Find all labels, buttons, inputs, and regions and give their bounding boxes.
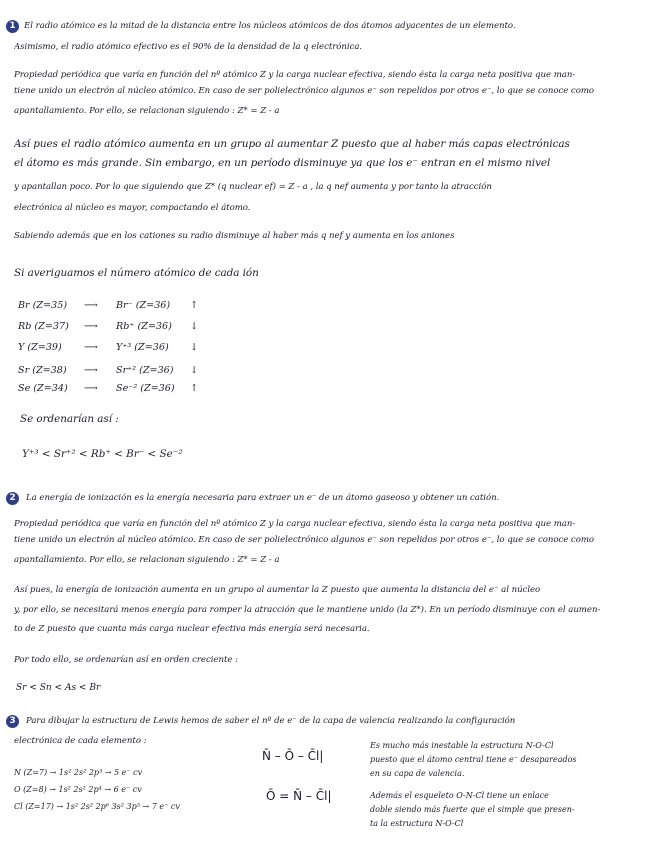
trend-arrow: ↑ [190, 300, 199, 311]
section-3-line: Para dibujar la estructura de Lewis hemos de saber el nº de e⁻ de la capa de valencia realizando la configuración [26, 716, 516, 726]
section-1-line: tiene unido un electrón al núcleo atómico. En caso de ser polielectrónico algunos e⁻ son repelidos por otros e⁻, lo que se conoce como [14, 86, 595, 96]
ion-arrow-right: ⟶ [84, 342, 98, 353]
lewis-structure-o-n-cl: Ō = N̄ – C̄l| [266, 789, 332, 803]
section-2-line: Propiedad periódica que varía en función del nº atómico Z y la carga nuclear efectiva, siendo ésta la carga neta positiva que man- [14, 519, 576, 529]
section-2-line: tiene unido un electrón al núcleo atómico. En caso de ser polielectrónico algunos e⁻ son repelidos por otros e⁻, lo que se conoce como [14, 535, 595, 545]
section-2-number: 2 [6, 492, 19, 505]
ion-arrow-right: ⟶ [84, 365, 98, 376]
ion-element: Sr (Z=38) [18, 365, 67, 376]
section-2-line: Por todo ello, se ordenarían así en orden creciente : [14, 655, 238, 665]
ion-result: Rb⁺ (Z=36) [116, 321, 172, 332]
section-1-line: apantallamiento. Por ello, se relacionan siguiendo : Z* = Z - a [14, 106, 280, 116]
ion-arrow-right: ⟶ [84, 321, 98, 332]
trend-arrow: ↓ [190, 342, 199, 353]
trend-arrow: ↓ [190, 321, 199, 332]
ion-result: Sr⁺² (Z=36) [116, 365, 174, 376]
ion-result: Br⁻ (Z=36) [116, 300, 171, 311]
ion-arrow-right: ⟶ [84, 383, 98, 394]
trend-arrow: ↓ [190, 365, 199, 376]
section-2-line: Así pues, la energía de ionización aumenta en un grupo al aumentar la Z puesto que aumenta la distancia del e⁻ al núcleo [14, 585, 541, 595]
section-2-line: apantallamiento. Por ello, se relacionan siguiendo : Z* = Z - a [14, 555, 280, 565]
order-intro: Se ordenarían así : [20, 413, 119, 425]
electron-configuration: O (Z=8) → 1s² 2s² 2p⁴ → 6 e⁻ cv [14, 785, 142, 794]
ion-element: Y (Z=39) [18, 342, 62, 353]
lewis-structure-n-o-cl: N̄ – Ō – C̄l| [262, 749, 324, 763]
section-1-line: Así pues el radio atómico aumenta en un grupo al aumentar Z puesto que al haber más capas electrónicas [14, 138, 570, 150]
trend-arrow: ↑ [190, 383, 199, 394]
section-1-line: El radio atómico es la mitad de la distancia entre los núcleos atómicos de dos átomos adyacentes de un elemento. [24, 21, 516, 31]
section-1-line: el átomo es más grande. Sin embargo, en un período disminuye ya que los e⁻ entran en el mismo nivel [14, 157, 551, 169]
section-2-line: La energía de ionización es la energía necesaria para extraer un e⁻ de un átomo gaseoso y obtener un catión. [26, 493, 500, 503]
section-1-line: electrónica al núcleo es mayor, compactando el átomo. [14, 203, 251, 213]
section-1-line: Propiedad periódica que varía en función del nº atómico Z y la carga nuclear efectiva, siendo ésta la carga neta positiva que man- [14, 70, 576, 80]
ion-element: Se (Z=34) [18, 383, 68, 394]
section-1-number: 1 [6, 20, 19, 33]
explanation-line: puesto que el átomo central tiene e⁻ desapareados [370, 755, 577, 764]
section-3-number: 3 [6, 715, 19, 728]
electron-configuration: Cl (Z=17) → 1s² 2s² 2p⁶ 3s² 3p⁵ → 7 e⁻ cv [14, 802, 180, 811]
explanation-line: en su capa de valencia. [370, 769, 465, 778]
ion-result: Y⁺³ (Z=36) [116, 342, 169, 353]
ion-arrow-right: ⟶ [84, 300, 98, 311]
explanation-line: doble siendo más fuerte que el simple que presen- [370, 805, 575, 814]
section-2-line: to de Z puesto que cuanta más carga nuclear efectiva más energía será necesaria. [14, 624, 370, 634]
ion-result: Se⁻² (Z=36) [116, 383, 175, 394]
section-1-line: y apantallan poco. Por lo que siguiendo que Z* (q nuclear ef) = Z - a , la q nef aumenta y por tanto la atracción [14, 182, 492, 192]
section-2-line: y, por ello, se necesitará menos energía para romper la atracción que le mantiene unido (la Z*). En un período disminuye con el aumen- [14, 605, 601, 615]
explanation-line: ta la estructura N-O-Cl [370, 819, 464, 828]
ionization-order: Sr < Sn < As < Br [16, 683, 101, 693]
section-1-line: Sabiendo además que en los cationes su radio disminuye al haber más q nef y aumenta en los aniones [14, 231, 455, 241]
explanation-line: Es mucho más inestable la estructura N-O-Cl [370, 741, 554, 750]
section-3-line: electrónica de cada elemento : [14, 736, 147, 746]
explanation-line: Además el esqueleto O-N-Cl tiene un enlace [370, 791, 549, 800]
ion-intro: Si averiguamos el número atómico de cada ión [14, 267, 259, 279]
electron-configuration: N (Z=7) → 1s² 2s² 2p³ → 5 e⁻ cv [14, 768, 143, 777]
radius-order: Y⁺³ < Sr⁺² < Rb⁺ < Br⁻ < Se⁻² [22, 448, 183, 460]
ion-element: Rb (Z=37) [18, 321, 69, 332]
section-1-line: Asimismo, el radio atómico efectivo es el 90% de la densidad de la q electrónica. [14, 42, 363, 52]
ion-element: Br (Z=35) [18, 300, 68, 311]
